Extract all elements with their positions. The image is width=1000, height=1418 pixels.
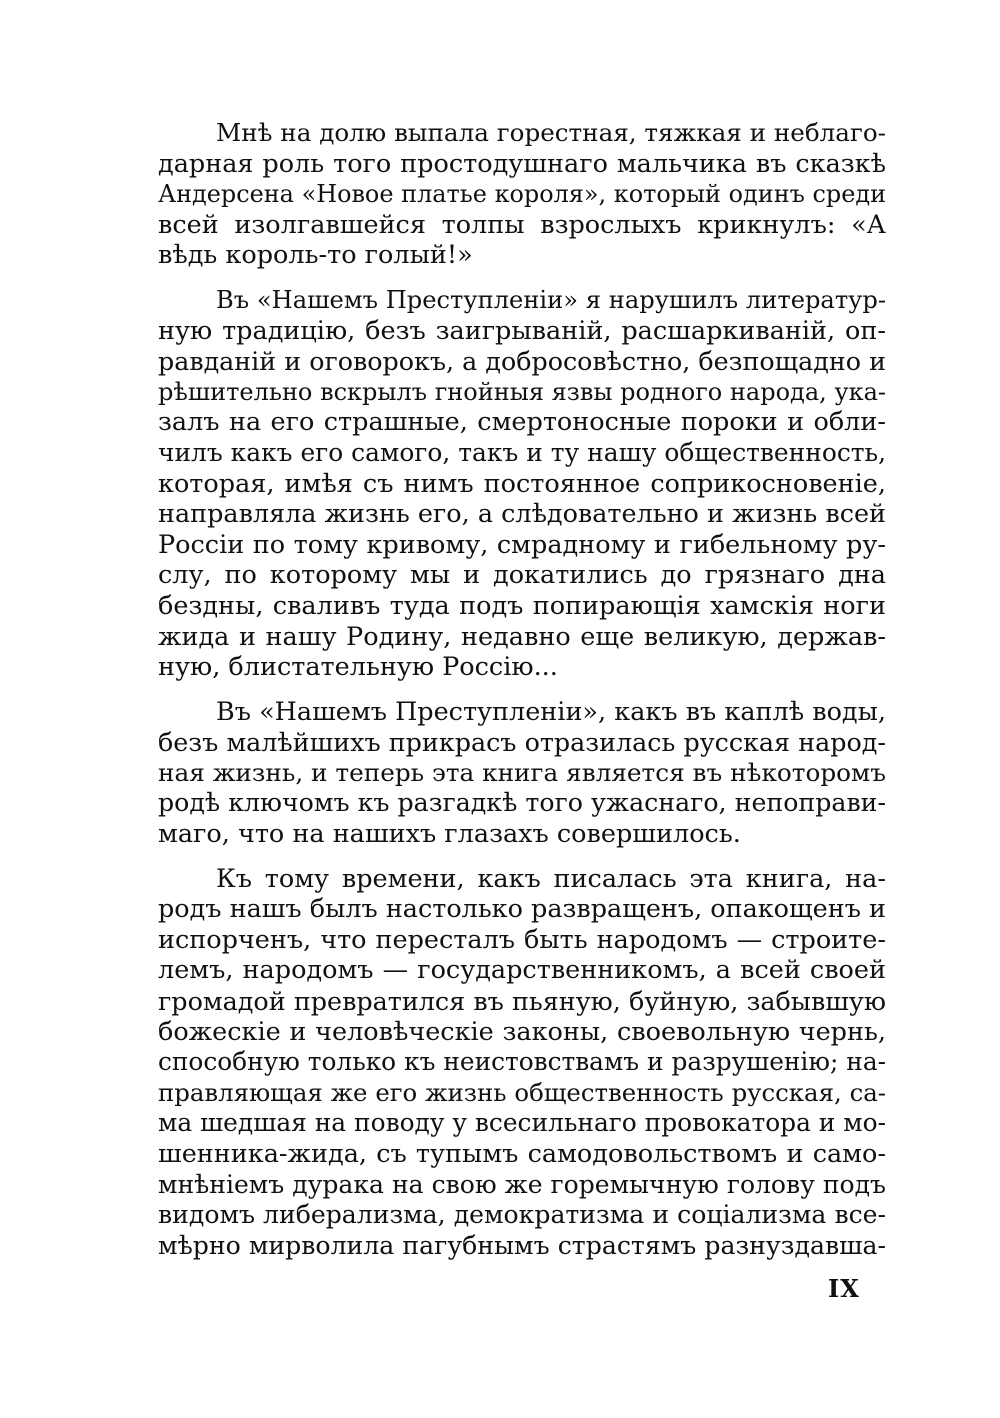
text-line: Мнѣ на долю выпала горестная, тяжкая и неблаго- [216,118,886,147]
text-line: лемъ, народомъ — государственникомъ, а всей своей [158,955,886,986]
paragraph-3 [158,697,886,850]
text-line: слу, по которому мы и докатились до грязнаго дна [158,560,886,591]
text-line: Къ тому времени, какъ писалась эта книга, на- [216,863,886,894]
text-line: испорченъ, что пересталъ быть народомъ — строите- [158,924,886,955]
text-line: способную только къ неистовствамъ и разрушенiю; на- [158,1047,886,1077]
text-line: шенника-жида, съ тупымъ самодовольствомъ и само- [158,1139,886,1169]
document-page [158,118,886,1275]
text-line: родъ нашъ былъ настолько развращенъ, опакощенъ и [158,894,886,925]
text-line: направляла жизнь его, а слѣдовательно и жизнь всей [158,499,886,530]
text-line: правляющая же его жизнь общественность русская, са- [158,1077,886,1107]
paragraph-1 [158,118,886,271]
text-line: громадой превратился въ пьяную, буйную, забывшую [158,986,886,1017]
text-line: родѣ ключомъ къ разгадкѣ того ужаснаго, непоправи- [158,788,886,818]
text-line: Въ «Нашемъ Преступленiи» я нарушилъ литератур- [216,285,886,314]
text-line: ную традицiю, безъ заигрыванiй, расшаркиванiй, оп- [158,315,886,346]
text-line: жида и нашу Родину, недавно еще великую, держав- [158,621,886,652]
text-line: видомъ либерализма, демократизма и соцiализма все- [158,1200,886,1230]
text-line: всей изолгавшейся толпы взрослыхъ крикнулъ: «А [158,209,886,240]
text-line: маго, что на нашихъ глазахъ совершилось. [158,819,741,850]
text-line: равданiй и оговорокъ, а добросовѣстно, безпощадно и [158,346,886,377]
text-line: бездны, сваливъ туда подъ попирающiя хамскiя ноги [158,590,886,621]
text-line: ная жизнь, и теперь эта книга является въ нѣкоторомъ [158,757,886,787]
text-line: которая, имѣя съ нимъ постоянное соприкосновенiе, [158,468,886,499]
text-line: чилъ какъ его самого, такъ и ту нашу общественность, [158,437,886,467]
text-line: мѣрно мирволила пагубнымъ страстямъ разнуздавша- [158,1230,886,1260]
text-line: божескiе и человѣческiе законы, своевольную чернь, [158,1016,886,1047]
paragraph-4 [158,864,886,1262]
text-line: Андерсена «Новое платье короля», который одинъ среди [158,180,886,209]
text-line: залъ на его страшные, смертоносные пороки и обли- [158,407,886,438]
text-line: вѣдь король-то голый!» [158,240,473,271]
text-line: безъ малѣйшихъ прикрасъ отразилась русская народ- [158,727,886,758]
page-number: IX [828,1274,860,1303]
text-line: Россiи по тому кривому, смрадному и гибельному ру- [158,529,886,560]
text-line: ную, блистательную Россiю... [158,652,558,683]
text-line: дарная роль того простодушнаго мальчика въ сказкѣ [158,148,886,179]
text-line: рѣшительно вскрылъ гнойныя язвы родного народа, ука- [158,377,886,406]
text-line: ма шедшая на поводу у всесильнаго провокатора и мо- [158,1108,886,1138]
text-line: мнѣнiемъ дурака на свою же горемычную голову подъ [158,1169,886,1199]
paragraph-2 [158,285,886,683]
text-line: Въ «Нашемъ Преступленiи», какъ въ каплѣ воды, [216,696,886,727]
